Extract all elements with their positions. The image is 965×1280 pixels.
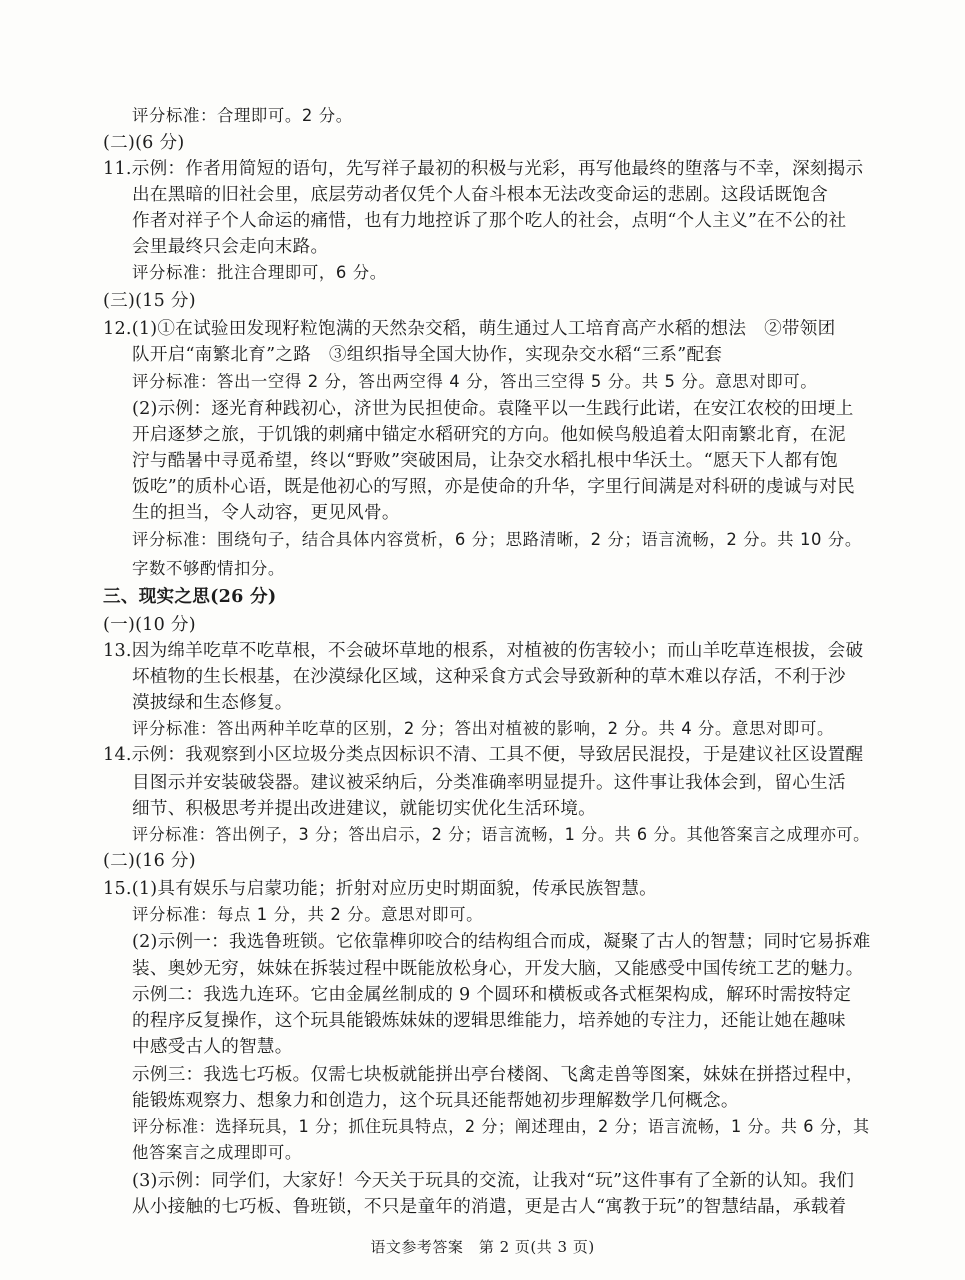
answer-text-line: 14.示例：我观察到小区垃圾分类点因标识不清、工具不便，导致居民混投，于是建议社区设置醒: [103, 745, 864, 765]
answer-text-line: 11.示例：作者用简短的语句，先写祥子最初的积极与光彩，再写他最终的堕落与不幸，深刻揭示: [103, 159, 864, 179]
scoring-standard-line: 他答案言之成理即可。: [132, 1143, 302, 1162]
answer-text-line: (二)(16 分): [103, 851, 196, 871]
answer-text-line: 生的担当，令人动容，更见风骨。: [132, 503, 400, 523]
scoring-standard-line: 评分标准：批注合理即可，6 分。: [132, 263, 387, 282]
scoring-standard-line: 评分标准：选择玩具，1 分；抓住玩具特点，2 分；阐述理由，2 分；语言流畅，1 分。共 6 分，其: [132, 1117, 870, 1136]
answer-text-line: 细节、积极思考并提出改进建议，就能切实优化生活环境。: [132, 799, 596, 819]
scoring-standard-line: 评分标准：答出一空得 2 分，答出两空得 4 分，答出三空得 5 分。共 5 分。意思对即可。: [132, 372, 818, 391]
answer-text-line: 从小接触的七巧板、鲁班锁，不只是童年的消遣，更是古人“寓教于玩”的智慧结晶，承载着: [132, 1197, 847, 1217]
answer-text-line: (2)示例：逐光育种践初心，济世为民担使命。袁隆平以一生践行此诺，在安江农校的田埂上: [132, 399, 854, 419]
answer-text-line: 13.因为绵羊吃草不吃草根，不会破坏草地的根系，对植被的伤害较小；而山羊吃草连根拔，会破: [103, 641, 864, 661]
answer-text-line: 出在黑暗的旧社会里，底层劳动者仅凭个人奋斗根本无法改变命运的悲剧。这段话既饱含: [132, 185, 828, 205]
answer-text-line: 的程序反复操作，这个玩具能锻炼妹妹的逻辑思维能力，培养她的专注力，还能让她在趣味: [132, 1011, 846, 1031]
answer-text-line: (一)(10 分): [103, 615, 196, 635]
answer-text-line: 作者对祥子个人命运的痛惜，也有力地控诉了那个吃人的社会，点明“个人主义”在不公的社: [132, 211, 847, 231]
answer-text-line: 装、奥妙无穷，妹妹在拆装过程中既能放松身心，开发大脑，又能感受中国传统工艺的魅力。: [132, 959, 864, 979]
scoring-standard-line: 评分标准：每点 1 分，共 2 分。意思对即可。: [132, 905, 484, 924]
answer-text-line: (三)(15 分): [103, 291, 196, 311]
answer-text-line: 漠披绿和生态修复。: [132, 693, 293, 713]
page-footer: 语文参考答案 第 2 页(共 3 页): [370, 1238, 595, 1256]
answer-text-line: 示例三：我选七巧板。仅需七块板就能拼出亭台楼阁、飞禽走兽等图案，妹妹在拼搭过程中，: [132, 1065, 864, 1085]
scoring-standard-line: 字数不够酌情扣分。: [132, 559, 285, 578]
answer-text-line: (2)示例一：我选鲁班锁。它依靠榫卯咬合的结构组合而成，凝聚了古人的智慧；同时它易拆难: [132, 932, 871, 952]
answer-text-line: 12.(1)①在试验田发现籽粒饱满的天然杂交稻，萌生通过人工培育高产水稻的想法 ②带领团: [103, 319, 836, 339]
answer-text-line: 会里最终只会走向末路。: [132, 237, 329, 257]
scoring-standard-line: 评分标准：答出例子，3 分；答出启示，2 分；语言流畅，1 分。共 6 分。其他答案言之成理亦可。: [132, 825, 870, 844]
scoring-standard-line: 评分标准：答出两种羊吃草的区别，2 分；答出对植被的影响，2 分。共 4 分。意思对即可。: [132, 719, 834, 738]
answer-text-line: 中感受古人的智慧。: [132, 1037, 293, 1057]
answer-text-line: 能锻炼观察力、想象力和创造力，这个玩具还能帮她初步理解数学几何概念。: [132, 1091, 739, 1111]
answer-text-line: 队开启“南繁北育”之路 ③组织指导全国大协作，实现杂交水稻“三系”配套: [132, 345, 723, 365]
section-heading: 三、现实之思(26 分): [103, 586, 277, 607]
answer-text-line: 目图示并安装破袋器。建议被采纳后，分类准确率明显提升。这件事让我体会到，留心生活: [132, 773, 846, 793]
scoring-standard-line: 评分标准：围绕句子，结合具体内容赏析，6 分；思路清晰，2 分；语言流畅，2 分。共 10 分。: [132, 530, 862, 549]
answer-text-line: 饭吃”的质朴心语，既是他初心的写照，亦是使命的升华，字里行间满是对科研的虔诚与对民: [132, 477, 855, 497]
answer-text-line: 示例二：我选九连环。它由金属丝制成的 9 个圆环和横板或各式框架构成，解环时需按特定: [132, 985, 852, 1005]
answer-text-line: 坏植物的生长根基，在沙漠绿化区域，这种采食方式会导致新种的草木难以存活，不利于沙: [132, 667, 846, 687]
answer-text-line: 15.(1)具有娱乐与启蒙功能；折射对应历史时期面貌，传承民族智慧。: [103, 879, 658, 899]
answer-text-line: (3)示例：同学们，大家好！今天关于玩具的交流，让我对“玩”这件事有了全新的认知。我们: [132, 1171, 855, 1191]
scoring-standard-line: 评分标准：合理即可。2 分。: [132, 106, 353, 125]
answer-text-line: (二)(6 分): [103, 133, 185, 153]
answer-text-line: 泞与酷暑中寻觅希望，终以“野败”突破困局，让杂交水稻扎根中华沃土。“愿天下人都有饱: [132, 451, 838, 471]
answer-text-line: 开启逐梦之旅，于饥饿的刺痛中锚定水稻研究的方向。他如候鸟般追着太阳南繁北育，在泥: [132, 425, 846, 445]
